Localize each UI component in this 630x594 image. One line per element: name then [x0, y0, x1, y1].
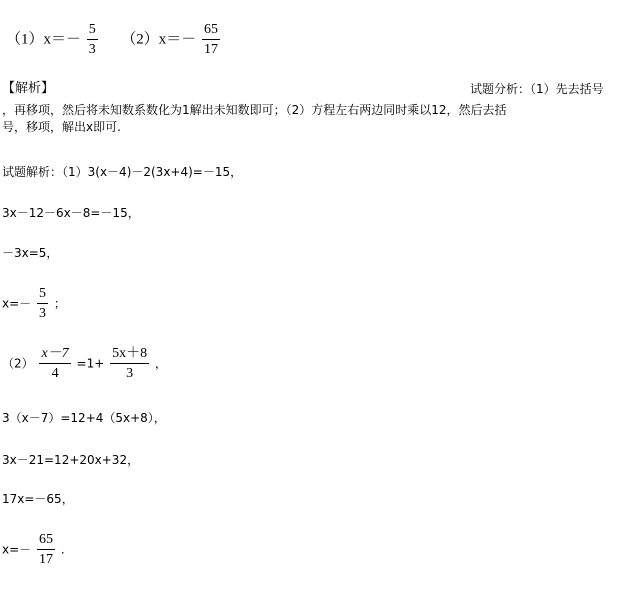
- solution-step-5: [2, 346, 167, 382]
- fraction-numerator: 65: [39, 532, 53, 547]
- step5-fraction-2: [110, 346, 149, 382]
- solution-step-3: －3x=5，: [2, 246, 59, 260]
- analysis-hint-line2: ，再移项，然后将未知数系数化为1解出未知数即可；（2）方程左右两边同时乘以12，然后去括: [2, 103, 507, 117]
- fraction-denominator: 17: [204, 42, 219, 58]
- step9-prefix: x=－: [2, 542, 32, 557]
- solution-step-8: 17x=－65，: [2, 492, 74, 506]
- solution-step-7: 3x－21=12+20x+32，: [2, 453, 140, 467]
- solution-step-4: [2, 286, 66, 322]
- fraction-denominator: 3: [39, 306, 46, 322]
- analysis-hint-label: 试题分析：（1）先去括号: [470, 82, 604, 96]
- fraction-numerator: 5: [88, 22, 96, 37]
- step9-fraction: [37, 532, 55, 568]
- fraction-denominator: 3: [88, 42, 96, 58]
- step5-suffix: ，: [154, 356, 167, 371]
- answer-part1-fraction: [87, 22, 98, 58]
- step5-prefix: （2）: [2, 356, 34, 371]
- fraction-denominator: 3: [126, 366, 134, 382]
- answer-line: [6, 22, 222, 58]
- solution-step-1: 试题解析：（1）3(x－4)－2(3x+4)=－15，: [2, 165, 243, 179]
- fraction-denominator: 4: [51, 366, 59, 382]
- step4-fraction: [37, 286, 48, 322]
- answer-part2-fraction: [202, 22, 220, 58]
- step5-fraction-1: [39, 346, 70, 382]
- analysis-hint-line3: 号，移项，解出x即可.: [2, 120, 121, 134]
- solution-step-6: 3（x－7）=12+4（5x+8），: [2, 411, 166, 425]
- fraction-numerator: x－7: [41, 346, 69, 361]
- answer-part1-prefix: （1）x＝－: [6, 31, 82, 48]
- fraction-numerator: 65: [204, 22, 219, 37]
- solution-step-9: [2, 532, 65, 568]
- solution-step-2: 3x－12－6x－8=－15，: [2, 206, 140, 220]
- fraction-numerator: 5: [39, 286, 46, 301]
- analysis-heading: 【解析】: [2, 81, 55, 96]
- fraction-numerator: 5x＋8: [112, 346, 148, 361]
- step5-mid: =1+: [76, 356, 105, 371]
- step9-suffix: .: [60, 542, 65, 557]
- step4-suffix: ；: [53, 296, 66, 311]
- fraction-denominator: 17: [39, 552, 53, 568]
- step4-prefix: x=－: [2, 296, 32, 311]
- answer-part2-prefix: （2）x＝－: [121, 31, 197, 48]
